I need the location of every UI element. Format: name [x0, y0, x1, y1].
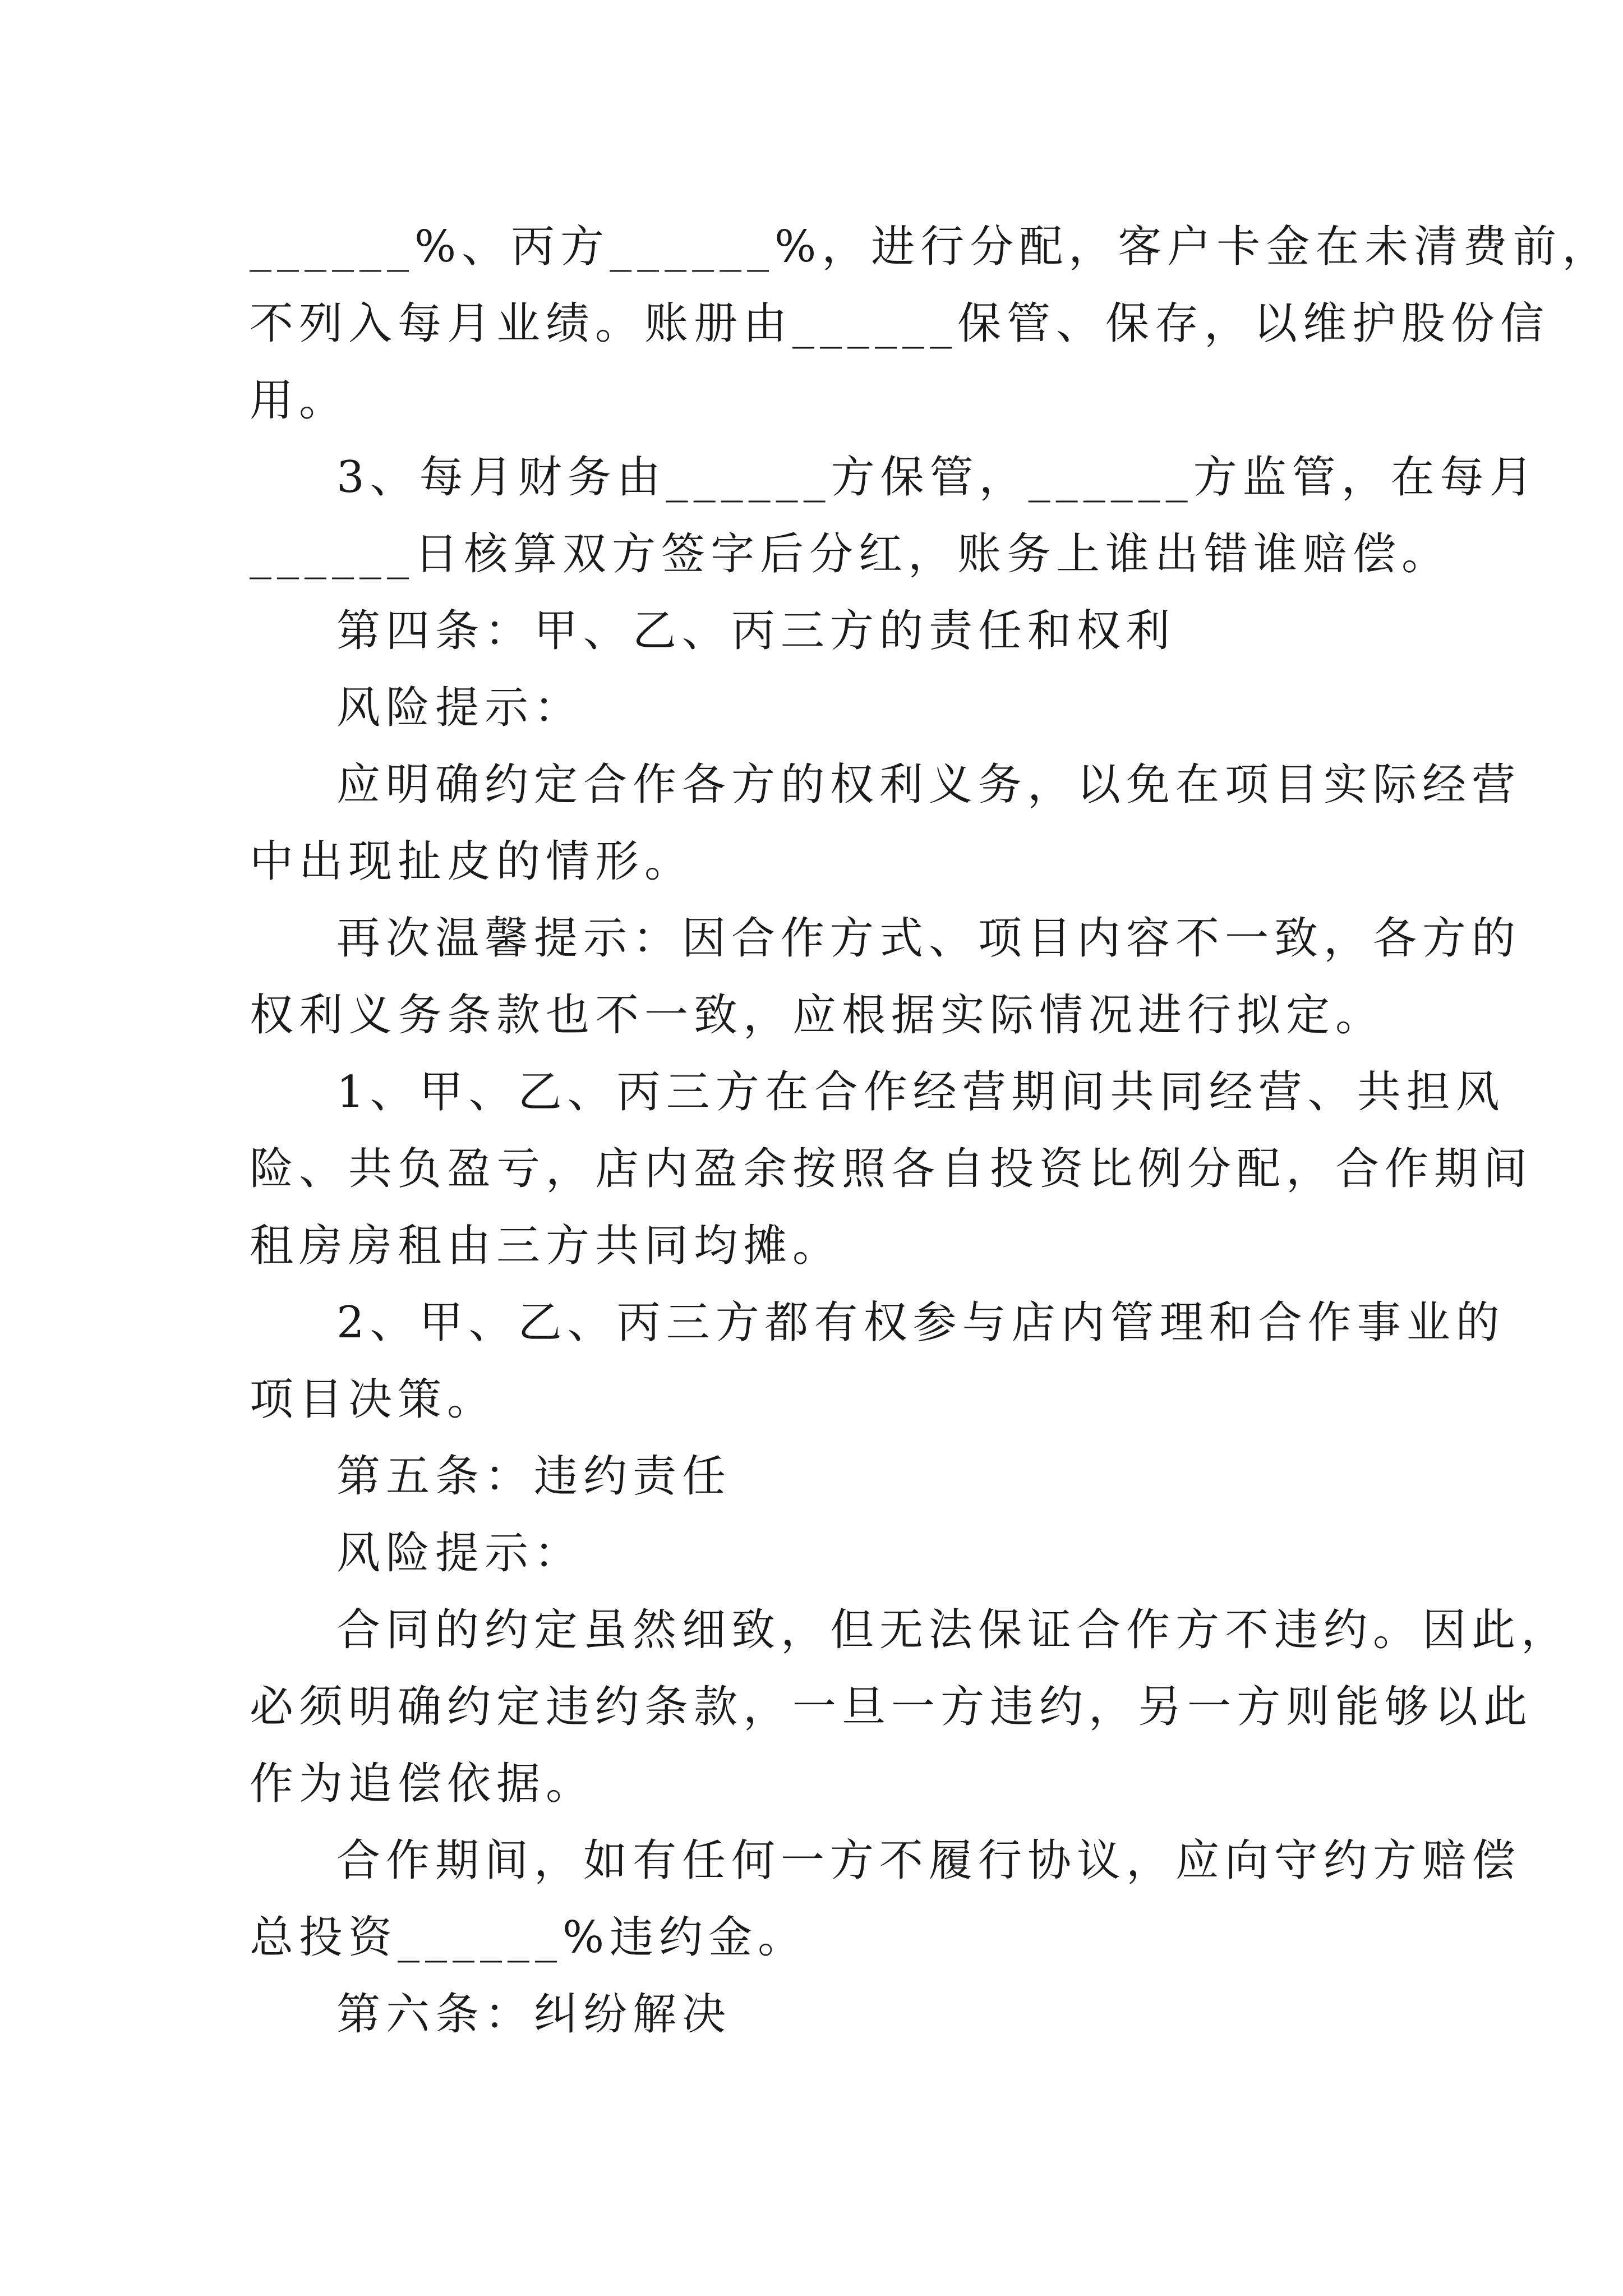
paragraph-line-12: 1、甲、乙、丙三方在合作经营期间共同经营、共担风 — [336, 1067, 1505, 1117]
paragraph-line-9: 中出现扯皮的情形。 — [250, 836, 694, 887]
paragraph-line-8: 应明确约定合作各方的权利义务，以免在项目实际经营 — [336, 760, 1521, 810]
paragraph-line-4: 3、每月财务由______方保管，______方监管，在每月 — [336, 452, 1539, 503]
paragraph-line-23: 总投资______%违约金。 — [250, 1912, 808, 1963]
paragraph-line-19: 合同的约定虽然细致，但无法保证合作方不违约。因此， — [336, 1605, 1571, 1655]
risk-label: 风险提示： — [336, 683, 584, 733]
risk-label-2: 风险提示： — [336, 1528, 584, 1579]
section-heading-6: 第六条：纠纷解决 — [336, 1989, 732, 2040]
paragraph-line-10: 再次温馨提示：因合作方式、项目内容不一致，各方的 — [336, 913, 1521, 964]
paragraph-line-14: 租房房租由三方共同均摊。 — [250, 1221, 842, 1271]
paragraph-line-16: 项目决策。 — [250, 1374, 497, 1425]
section-heading-5: 第五条：违约责任 — [336, 1451, 732, 1502]
section-heading-4: 第四条：甲、乙、丙三方的责任和权利 — [336, 606, 1176, 656]
paragraph-line-22: 合作期间，如有任何一方不履行协议，应向守约方赔偿 — [336, 1835, 1521, 1886]
paragraph-line-5: ______日核算双方签字后分红，账务上谁出错谁赔偿。 — [250, 529, 1451, 579]
paragraph-line-20: 必须明确约定违约条款，一旦一方违约，另一方则能够以此 — [250, 1682, 1533, 1732]
paragraph-line-21: 作为追偿依据。 — [250, 1759, 596, 1809]
paragraph-line-11: 权利义务条款也不一致，应根据实际情况进行拟定。 — [250, 990, 1385, 1041]
paragraph-line-3: 用。 — [250, 375, 349, 426]
paragraph-line-15: 2、甲、乙、丙三方都有权参与店内管理和合作事业的 — [336, 1297, 1505, 1348]
paragraph-line-2: 不列入每月业绩。账册由______保管、保存，以维护股份信 — [250, 298, 1550, 349]
paragraph-line-13: 险、共负盈亏，店内盈余按照各自投资比例分配，合作期间 — [250, 1144, 1533, 1194]
paragraph-line-1: ______%、丙方______%，进行分配，客户卡金在未清费前， — [250, 222, 1612, 272]
